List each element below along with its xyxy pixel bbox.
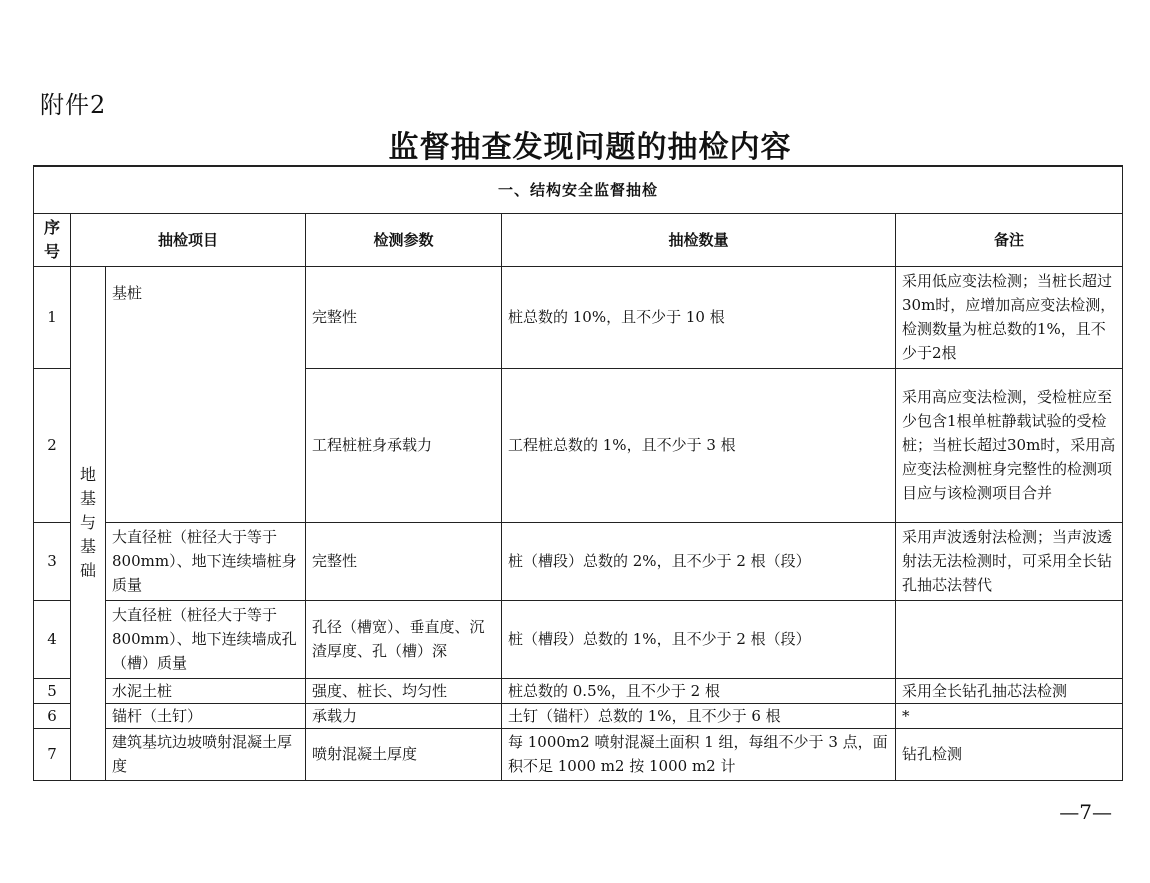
category-text: 地基与基础 xyxy=(79,465,96,580)
section-header-row xyxy=(34,166,1123,213)
row-seq: 7 xyxy=(34,728,71,780)
row-param: 工程桩桩身承载力 xyxy=(306,368,502,522)
attachment-label: 附件2 xyxy=(40,91,107,119)
header-quantity: 抽检数量 xyxy=(502,213,896,266)
row-quantity: 桩（槽段）总数的 2%，且不少于 2 根（段） xyxy=(502,522,896,600)
column-header-row xyxy=(34,213,1123,266)
table-row xyxy=(34,522,1123,600)
row-item: 锚杆（土钉） xyxy=(106,703,306,728)
row-remark: 采用声波透射法检测；当声波透射法无法检测时，可采用全长钻孔抽芯法替代 xyxy=(896,522,1123,600)
table-row xyxy=(34,266,1123,368)
row-item: 大直径桩（桩径大于等于 800mm）、地下连续墙桩身质量 xyxy=(106,522,306,600)
header-seq-text: 序号 xyxy=(43,217,60,261)
category-cell xyxy=(71,266,106,780)
document-title: 监督抽查发现问题的抽检内容 xyxy=(388,130,792,165)
page-number: —7— xyxy=(1059,800,1112,824)
header-item: 抽检项目 xyxy=(71,213,306,266)
table-row xyxy=(34,600,1123,678)
row-quantity: 每 1000m2 喷射混凝土面积 1 组，每组不少于 3 点，面积不足 1000 m2 按 1000 m2 计 xyxy=(502,728,896,780)
section-header: 一、结构安全监督抽检 xyxy=(34,166,1123,213)
row-item: 大直径桩（桩径大于等于 800mm）、地下连续墙成孔（槽）质量 xyxy=(106,600,306,678)
row-remark: 采用高应变法检测，受检桩应至少包含1根单桩静载试验的受检桩；当桩长超过30m时，采用高应变法检测桩身完整性的检测项目应与该检测项目合并 xyxy=(896,368,1123,522)
row-seq: 4 xyxy=(34,600,71,678)
row-param: 孔径（槽宽）、垂直度、沉渣厚度、孔（槽）深 xyxy=(306,600,502,678)
row-remark: * xyxy=(896,703,1123,728)
row-remark: 采用全长钻孔抽芯法检测 xyxy=(896,678,1123,703)
row-item: 基桩 xyxy=(106,266,306,522)
row-quantity: 工程桩总数的 1%，且不少于 3 根 xyxy=(502,368,896,522)
header-param: 检测参数 xyxy=(306,213,502,266)
row-seq: 6 xyxy=(34,703,71,728)
row-quantity: 桩（槽段）总数的 1%，且不少于 2 根（段） xyxy=(502,600,896,678)
header-remark: 备注 xyxy=(896,213,1123,266)
row-quantity: 土钉（锚杆）总数的 1%，且不少于 6 根 xyxy=(502,703,896,728)
row-item: 建筑基坑边坡喷射混凝土厚度 xyxy=(106,728,306,780)
row-param: 承载力 xyxy=(306,703,502,728)
header-seq xyxy=(34,213,71,266)
table-row xyxy=(34,728,1123,780)
row-quantity: 桩总数的 10%，且不少于 10 根 xyxy=(502,266,896,368)
table-row xyxy=(34,703,1123,728)
row-param: 强度、桩长、均匀性 xyxy=(306,678,502,703)
table-row xyxy=(34,678,1123,703)
row-quantity: 桩总数的 0.5%，且不少于 2 根 xyxy=(502,678,896,703)
row-remark xyxy=(896,600,1123,678)
inspection-table xyxy=(33,165,1123,781)
row-param: 完整性 xyxy=(306,266,502,368)
row-param: 喷射混凝土厚度 xyxy=(306,728,502,780)
row-item: 水泥土桩 xyxy=(106,678,306,703)
row-remark: 采用低应变法检测；当桩长超过30m时，应增加高应变法检测，检测数量为桩总数的1%，且不少于2根 xyxy=(896,266,1123,368)
row-seq: 2 xyxy=(34,368,71,522)
row-seq: 3 xyxy=(34,522,71,600)
row-remark: 钻孔检测 xyxy=(896,728,1123,780)
row-seq: 5 xyxy=(34,678,71,703)
row-seq: 1 xyxy=(34,266,71,368)
row-param: 完整性 xyxy=(306,522,502,600)
